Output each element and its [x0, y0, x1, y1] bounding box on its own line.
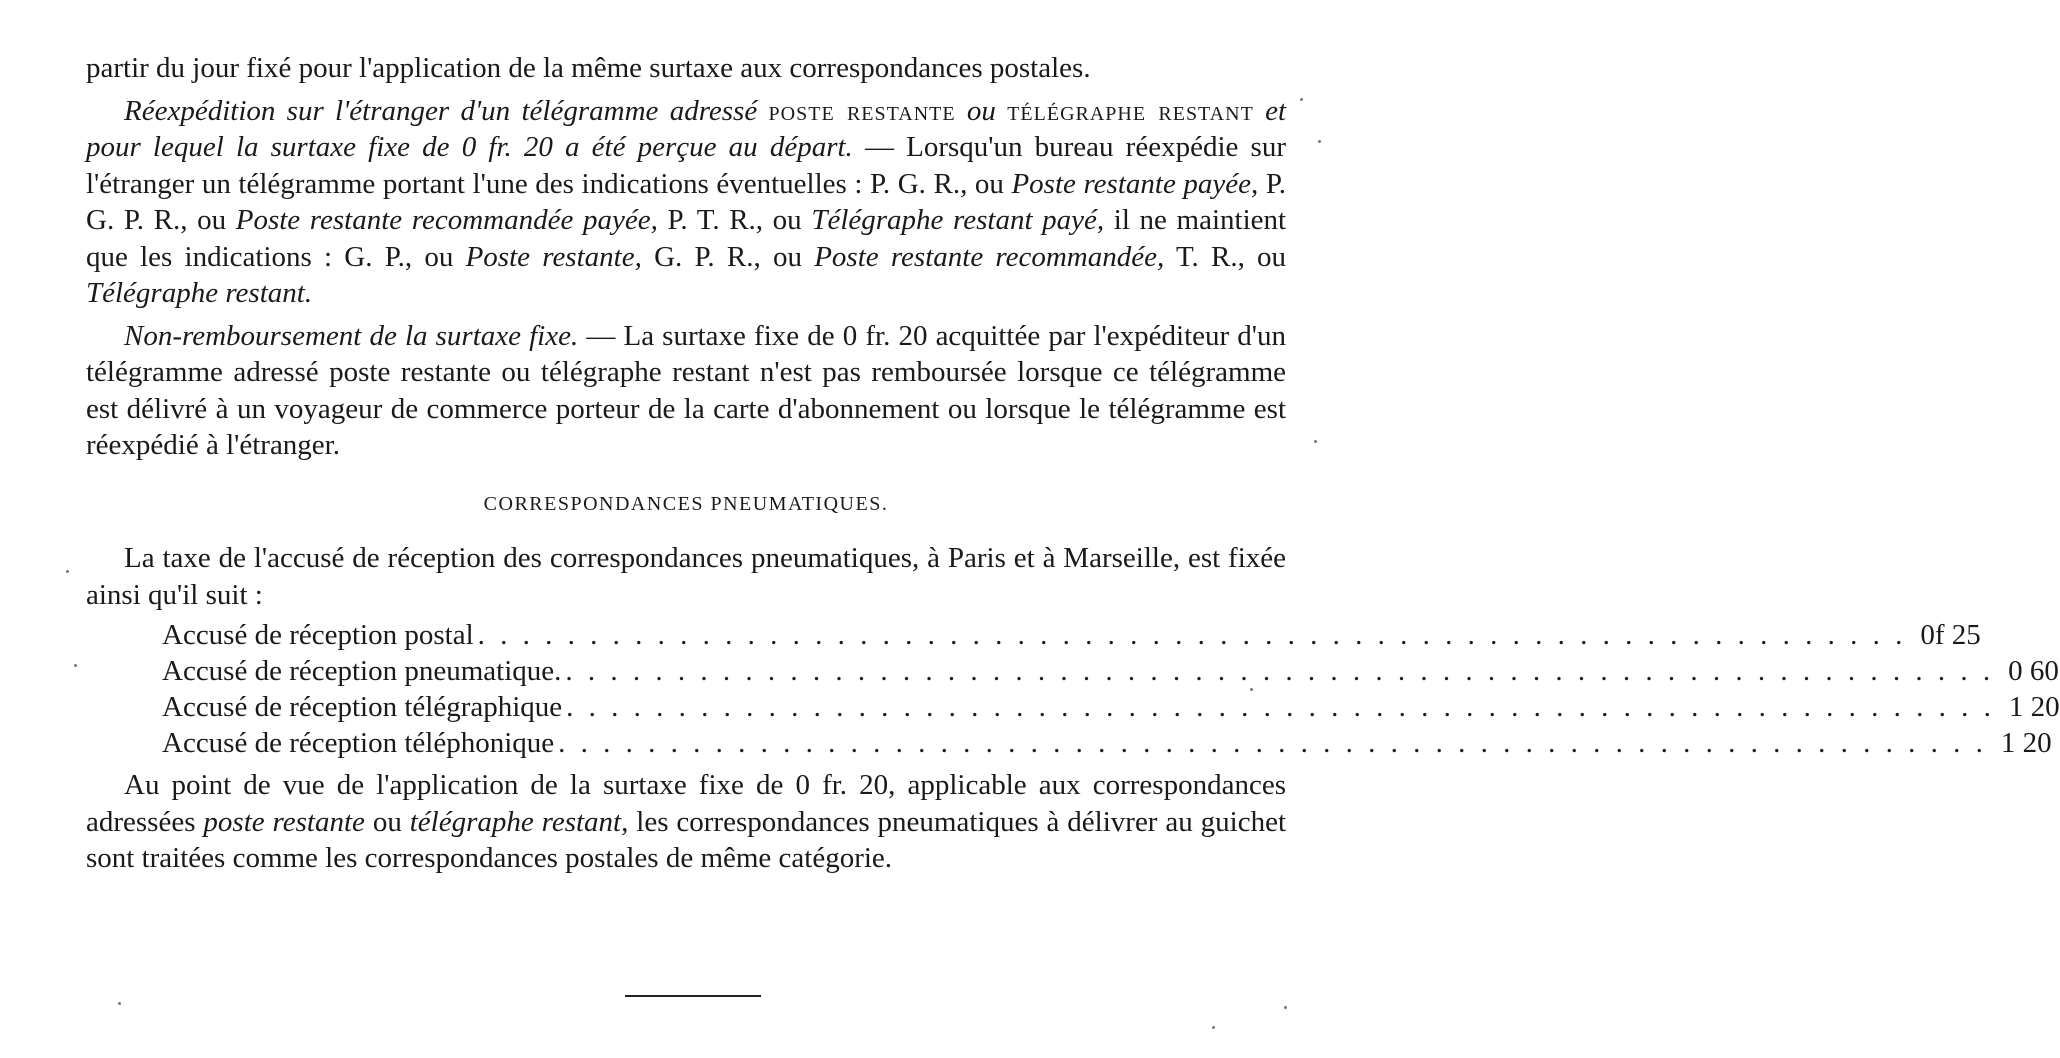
reexpedition-body-2: P. G. P. R., ou	[86, 167, 1287, 236]
reexpedition-italic-e: Poste restante recommandée,	[814, 240, 1165, 273]
non-remboursement-body: — La surtaxe fixe de 0 fr. 20 acquittée par l'expéditeur d'un télégramme adressé poste restante ou télégraphe restant n'est pas remboursée lorsque ce télégramme est délivré à un voyageur de commerce porteur de la carte d'abonnement ou lorsque le télégramme est réexpédié à l'étranger.	[86, 319, 1287, 461]
rate-label: Accusé de réception pneumatique.	[162, 655, 562, 687]
non-remboursement-title: Non-remboursement de la surtaxe fixe.	[124, 319, 579, 352]
reexpedition-title-part1: Réexpédition sur l'étranger d'un télégramme adressé	[124, 94, 758, 127]
surtaxe-italic-a: poste restante	[203, 805, 365, 838]
rate-label: Accusé de réception postal	[162, 619, 474, 651]
rate-row: Accusé de réception pneumatique. . . . . . . . . . . . . . . . . . . . . . . . . . . . . . . . . . . . . . . . . . . . . . . . . . . . . . . . . . . . . . . . . 0 60	[162, 653, 1222, 689]
reexpedition-title-sc1: poste restante	[768, 94, 956, 127]
reexpedition-title-part2: et pour lequel la surtaxe fixe de 0 fr. 20 a été perçue au départ.	[86, 94, 1287, 163]
paragraph-surtaxe-pneumatique	[86, 767, 1286, 877]
rate-value: 1 20	[2008, 691, 2060, 723]
rate-label: Accusé de réception télégraphique	[162, 691, 563, 723]
rate-row: Accusé de réception téléphonique . . . . . . . . . . . . . . . . . . . . . . . . . . . . . . . . . . . . . . . . . . . . . . . . . . . . . . . . . . . . . . . . 1 20	[162, 725, 1222, 761]
rate-label: Accusé de réception téléphonique	[162, 727, 555, 759]
rate-value: 1 20	[2000, 727, 2052, 759]
surtaxe-italic-b: télégraphe restant,	[409, 805, 629, 838]
reexpedition-title-sc2: télégraphe restant	[1007, 94, 1254, 127]
reexpedition-title-ou: ou	[966, 94, 996, 127]
reexpedition-body-3: P. T. R., ou	[667, 204, 802, 236]
reexpedition-italic-d: Poste restante,	[465, 240, 642, 273]
rates-table	[162, 617, 2060, 761]
surtaxe-body-3: les correspondances pneumatiques à délivrer au guichet sont traitées comme les correspondances postales de même catégorie.	[86, 805, 1287, 874]
paragraph-continuation: partir du jour fixé pour l'application de la même surtaxe aux correspondances postales.	[86, 52, 1091, 84]
rate-row: Accusé de réception postal . . . . . . . . . . . . . . . . . . . . . . . . . . . . . . . . . . . . . . . . . . . . . . . . . . . . . . . . . . . . . . . . 0f 25	[162, 617, 1222, 653]
reexpedition-body-6: T. R., ou	[1175, 240, 1287, 273]
reexpedition-italic-a: Poste restante payée,	[1011, 167, 1259, 200]
rate-value: 0f 25	[1920, 619, 1981, 651]
paragraph-non-remboursement	[86, 318, 1286, 464]
reexpedition-italic-c: Télégraphe restant payé,	[811, 204, 1105, 236]
reexpedition-body-4: il ne maintient que les indications : G. P., ou	[86, 204, 1287, 273]
paragraph-taxe-accuse: La taxe de l'accusé de réception des correspondances pneumatiques, à Paris et à Marseille, est fixée ainsi qu'il suit :	[86, 542, 1286, 611]
reexpedition-italic-b: Poste restante recommandée payée,	[235, 204, 658, 236]
rate-row: Accusé de réception télégraphique . . . . . . . . . . . . . . . . . . . . . . . . . . . . . . . . . . . . . . . . . . . . . . . . . . . . . . . . . . . . . . . . 1 20	[162, 689, 1222, 725]
reexpedition-italic-f: Télégraphe restant.	[86, 277, 313, 309]
paragraph-reexpedition	[86, 93, 1286, 312]
section-heading: CORRESPONDANCES PNEUMATIQUES.	[483, 492, 889, 515]
reexpedition-body-1: — Lorsqu'un bureau réexpédie sur l'étranger un télégramme portant l'une des indications éventuelles : P. G. R., ou	[86, 131, 1286, 200]
end-rule	[625, 995, 761, 997]
surtaxe-body-2: ou	[372, 805, 402, 838]
surtaxe-body-1: Au point de vue de l'application de la surtaxe fixe de 0 fr. 20, applicable aux correspondances adressées	[86, 769, 1286, 838]
reexpedition-body-5: G. P. R., ou	[654, 240, 802, 273]
document-page	[86, 50, 2060, 877]
rate-value: 0 60	[2008, 655, 2059, 687]
